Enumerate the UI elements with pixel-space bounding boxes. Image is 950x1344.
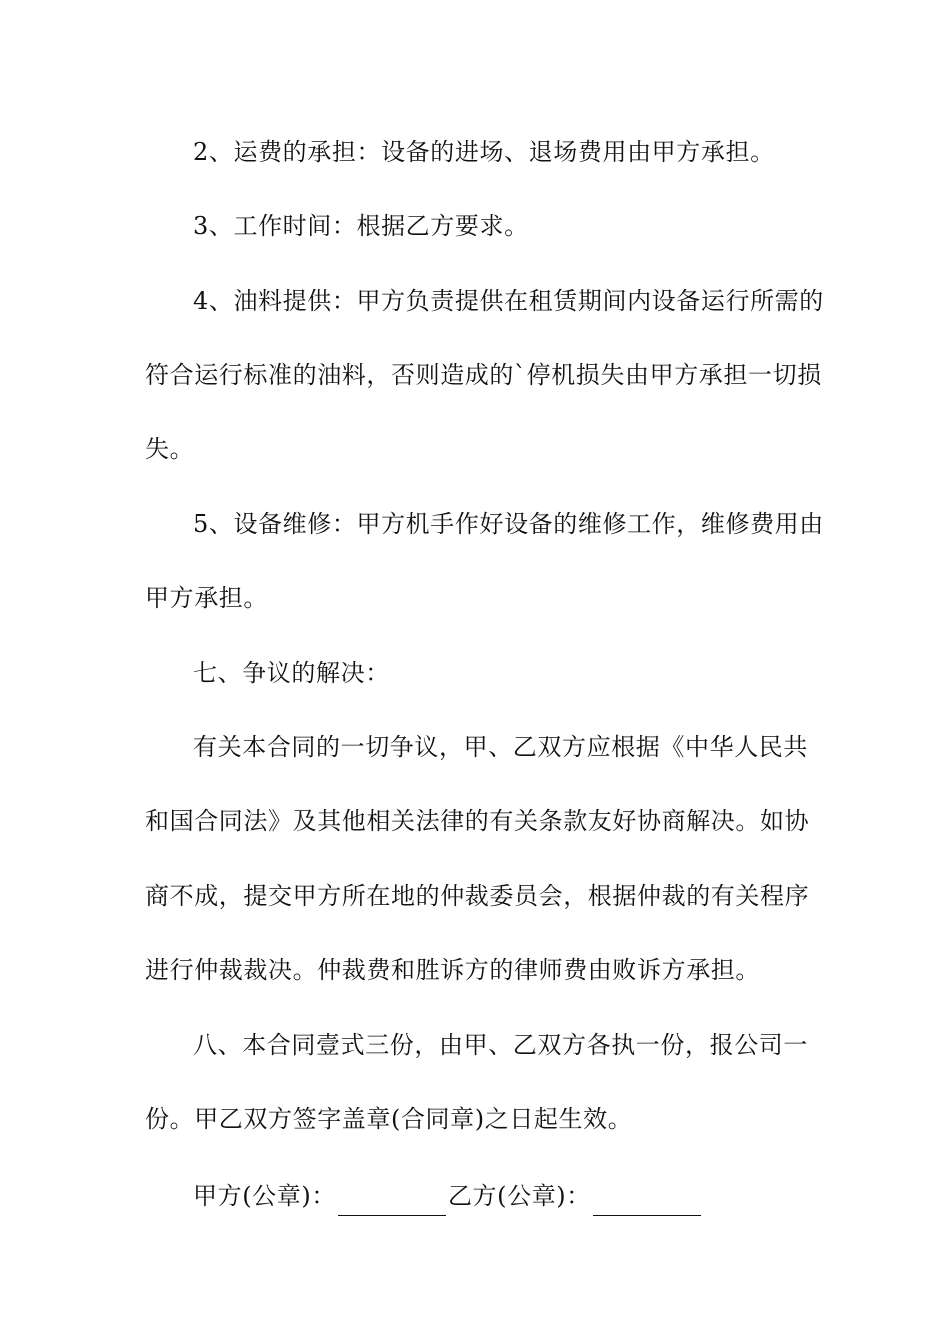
copies-clause-line-2: 份。甲乙双方签字盖章(合同章)之日起生效。 bbox=[145, 1105, 633, 1133]
signature-line bbox=[193, 1176, 703, 1216]
party-a-signature-blank[interactable] bbox=[338, 1189, 446, 1216]
clause-fuel-line-1: 4、油料提供：甲方负责提供在租赁期间内设备运行所需的 bbox=[193, 287, 824, 315]
section-heading-dispute: 七、争议的解决： bbox=[193, 659, 390, 687]
dispute-paragraph-line-3: 商不成，提交甲方所在地的仲裁委员会，根据仲裁的有关程序 bbox=[145, 882, 810, 910]
party-a-seal-label: 甲方(公章)： bbox=[193, 1182, 336, 1210]
party-b-signature-blank[interactable] bbox=[593, 1189, 701, 1216]
clause-fuel-line-2: 符合运行标准的油料，否则造成的`停机损失由甲方承担一切损 bbox=[145, 361, 822, 389]
dispute-paragraph-line-1: 有关本合同的一切争议，甲、乙双方应根据《中华人民共 bbox=[193, 733, 808, 761]
copies-clause-line-1: 八、本合同壹式三份，由甲、乙双方各执一份，报公司一 bbox=[193, 1031, 808, 1059]
clause-freight: 2、运费的承担：设备的进场、退场费用由甲方承担。 bbox=[193, 138, 775, 166]
dispute-paragraph-line-2: 和国合同法》及其他相关法律的有关条款友好协商解决。如协 bbox=[145, 807, 810, 835]
clause-fuel-line-3: 失。 bbox=[145, 435, 195, 463]
party-b-seal-label: 乙方(公章)： bbox=[447, 1182, 591, 1210]
clause-maintenance-line-2: 甲方承担。 bbox=[145, 584, 268, 612]
clause-maintenance-line-1: 5、设备维修：甲方机手作好设备的维修工作，维修费用由 bbox=[193, 510, 824, 538]
clause-work-time: 3、工作时间：根据乙方要求。 bbox=[193, 212, 529, 240]
dispute-paragraph-line-4: 进行仲裁裁决。仲裁费和胜诉方的律师费由败诉方承担。 bbox=[145, 956, 760, 984]
